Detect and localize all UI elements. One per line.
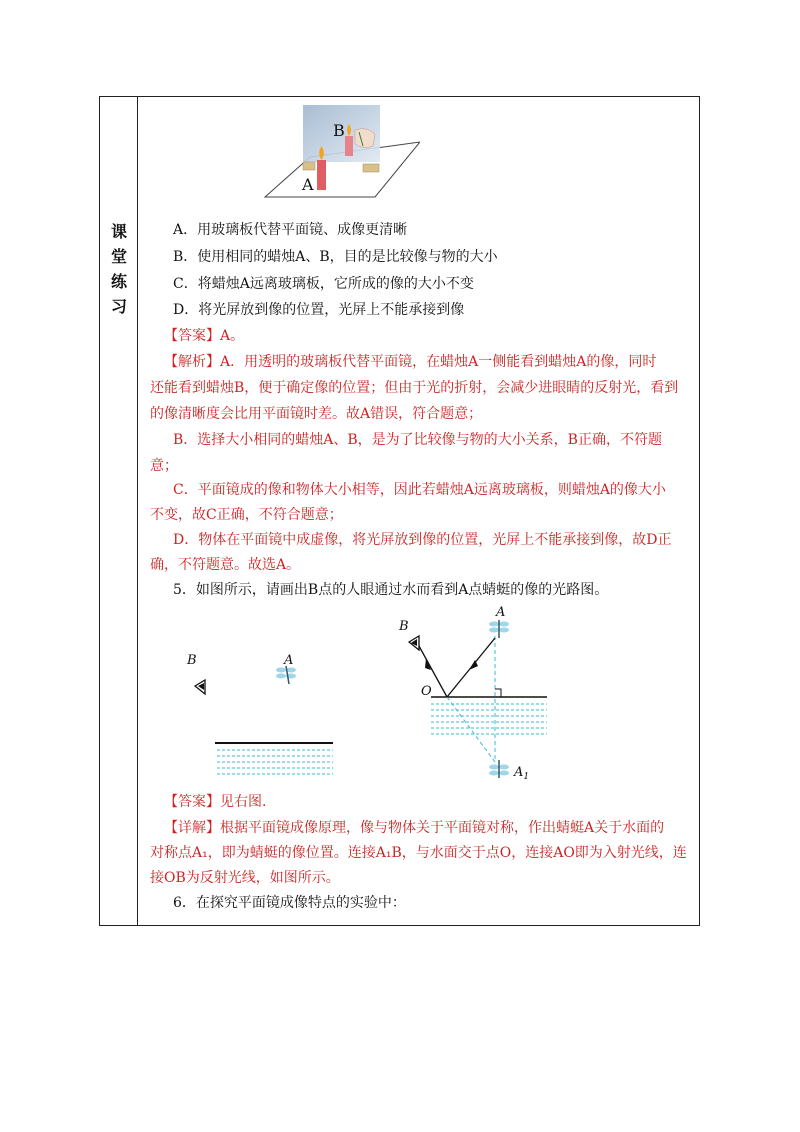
- detail-line-2: 对称点A₁，即为蜻蜓的像位置。连接A₁B，与水面交于点O，连接AO即为入射光线，连: [150, 845, 687, 861]
- q-label-a: A: [284, 653, 294, 668]
- dragonfly-icon: [489, 620, 509, 638]
- question-figure: [185, 650, 345, 785]
- candle-figure: [255, 100, 420, 200]
- analysis-line-2: 还能看到蜡烛B，便于确定像的位置；但由于光的折射，会减少进眼睛的反射光，看到: [150, 380, 679, 396]
- side-column: [100, 97, 138, 925]
- option-a: A．用玻璃板代替平面镜、成像更清晰: [173, 222, 408, 238]
- dragonfly-image-icon: [489, 760, 509, 778]
- dragonfly-icon: [276, 666, 296, 684]
- side-char-1: 课: [110, 222, 127, 241]
- s-label-a1: $A_1$: [514, 765, 530, 782]
- option-b: B．使用相同的蜡烛A、B，目的是比较像与物的大小: [173, 249, 498, 265]
- side-char-3: 练: [110, 272, 127, 291]
- s-label-a: A: [496, 605, 506, 620]
- detail-line-1: 【详解】根据平面镜成像原理，像与物体关于平面镜对称，作出蜻蜓A关于水面的: [164, 820, 665, 836]
- analysis-line-9: 确，不符题意。故选A。: [150, 557, 301, 573]
- question-5: 5．如图所示，请画出B点的人眼通过水而看到A点蜻蜓的像的光路图。: [173, 582, 609, 598]
- answer-5: 【答案】见右图.: [164, 794, 267, 810]
- solution-figure: [395, 600, 555, 785]
- analysis-line-6: C．平面镜成的像和物体大小相等，因此若蜡烛A远离玻璃板，则蜡烛A的像大小: [173, 482, 666, 498]
- analysis-line-4: B．选择大小相同的蜡烛A、B，是为了比较像与物的大小关系，B正确，不符题: [173, 432, 662, 448]
- eye-icon: [409, 636, 419, 650]
- eye-icon: [195, 680, 205, 694]
- label-b: B: [333, 121, 345, 140]
- q-label-b: B: [187, 653, 197, 668]
- analysis-line-7: 不变，故C正确，不符合题意；: [150, 507, 343, 523]
- answer-4: 【答案】A。: [164, 328, 245, 344]
- question-6: 6．在探究平面镜成像特点的实验中：: [173, 895, 406, 911]
- analysis-line-5: 意；: [150, 458, 178, 474]
- side-char-4: 习: [110, 297, 127, 316]
- s-label-b: B: [399, 619, 409, 634]
- option-c: C．将蜡烛A远离玻璃板，它所成的像的大小不变: [173, 276, 474, 292]
- analysis-line-1: 【解析】A．用透明的玻璃板代替平面镜，在蜡烛A一侧能看到蜡烛A的像，同时: [164, 354, 657, 370]
- option-d: D．将光屏放到像的位置，光屏上不能承接到像: [173, 302, 465, 318]
- detail-line-3: 接OB为反射光线，如图所示。: [150, 870, 340, 886]
- analysis-line-3: 的像清晰度会比用平面镜时差。故A错误，符合题意；: [150, 406, 483, 422]
- analysis-line-8: D．物体在平面镜中成虚像，将光屏放到像的位置，光屏上不能承接到像，故D正: [173, 532, 672, 548]
- s-label-o: O: [421, 684, 432, 699]
- label-a: A: [302, 175, 314, 194]
- side-char-2: 堂: [110, 247, 127, 266]
